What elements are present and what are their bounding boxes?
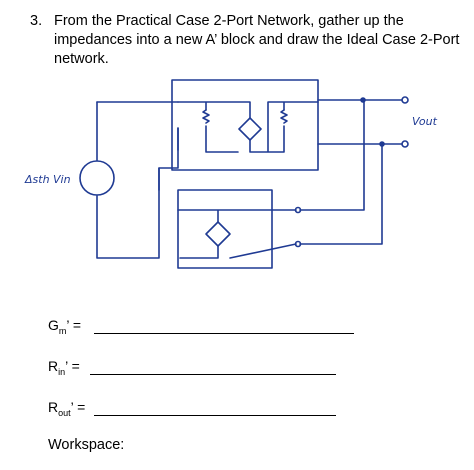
rin-answer-line[interactable] [90,374,336,375]
output-label: Vout [412,115,437,128]
a-block-outline [172,80,318,170]
question-number: 3. [30,13,43,29]
workspace-label: Workspace: [48,437,125,453]
feedback-terminal-top [296,208,301,213]
voltage-source [80,161,114,195]
rin-field [48,357,338,377]
outer-loop-wire [97,102,178,258]
gm-label: $G_m$’ = [48,317,82,336]
rin-label: $R_{in}$’ = [48,358,80,377]
output-terminal-top [402,97,408,103]
output-terminal-bottom [402,141,408,147]
dependent-source-lower [206,222,230,246]
feedback-inner-wires [178,210,296,258]
source-label: Δsth Vin [25,173,71,186]
feedback-right-wires [300,100,382,244]
resistor-2 [281,110,287,123]
rout-field [48,398,338,418]
dependent-source-upper [239,118,261,140]
question-text: From the Practical Case 2-Port Network, gather up the impedances into a new A’ block and draw the Ideal Case 2-Port network. [54,13,460,67]
gm-answer-line[interactable] [94,333,354,334]
gm-field [48,316,358,336]
rout-label: $R_{out}$’ = [48,399,86,418]
feedback-terminal-bottom [296,242,301,247]
resistor-1 [203,110,209,123]
rout-answer-line[interactable] [94,415,336,416]
a-block-inner-wires [178,102,318,152]
